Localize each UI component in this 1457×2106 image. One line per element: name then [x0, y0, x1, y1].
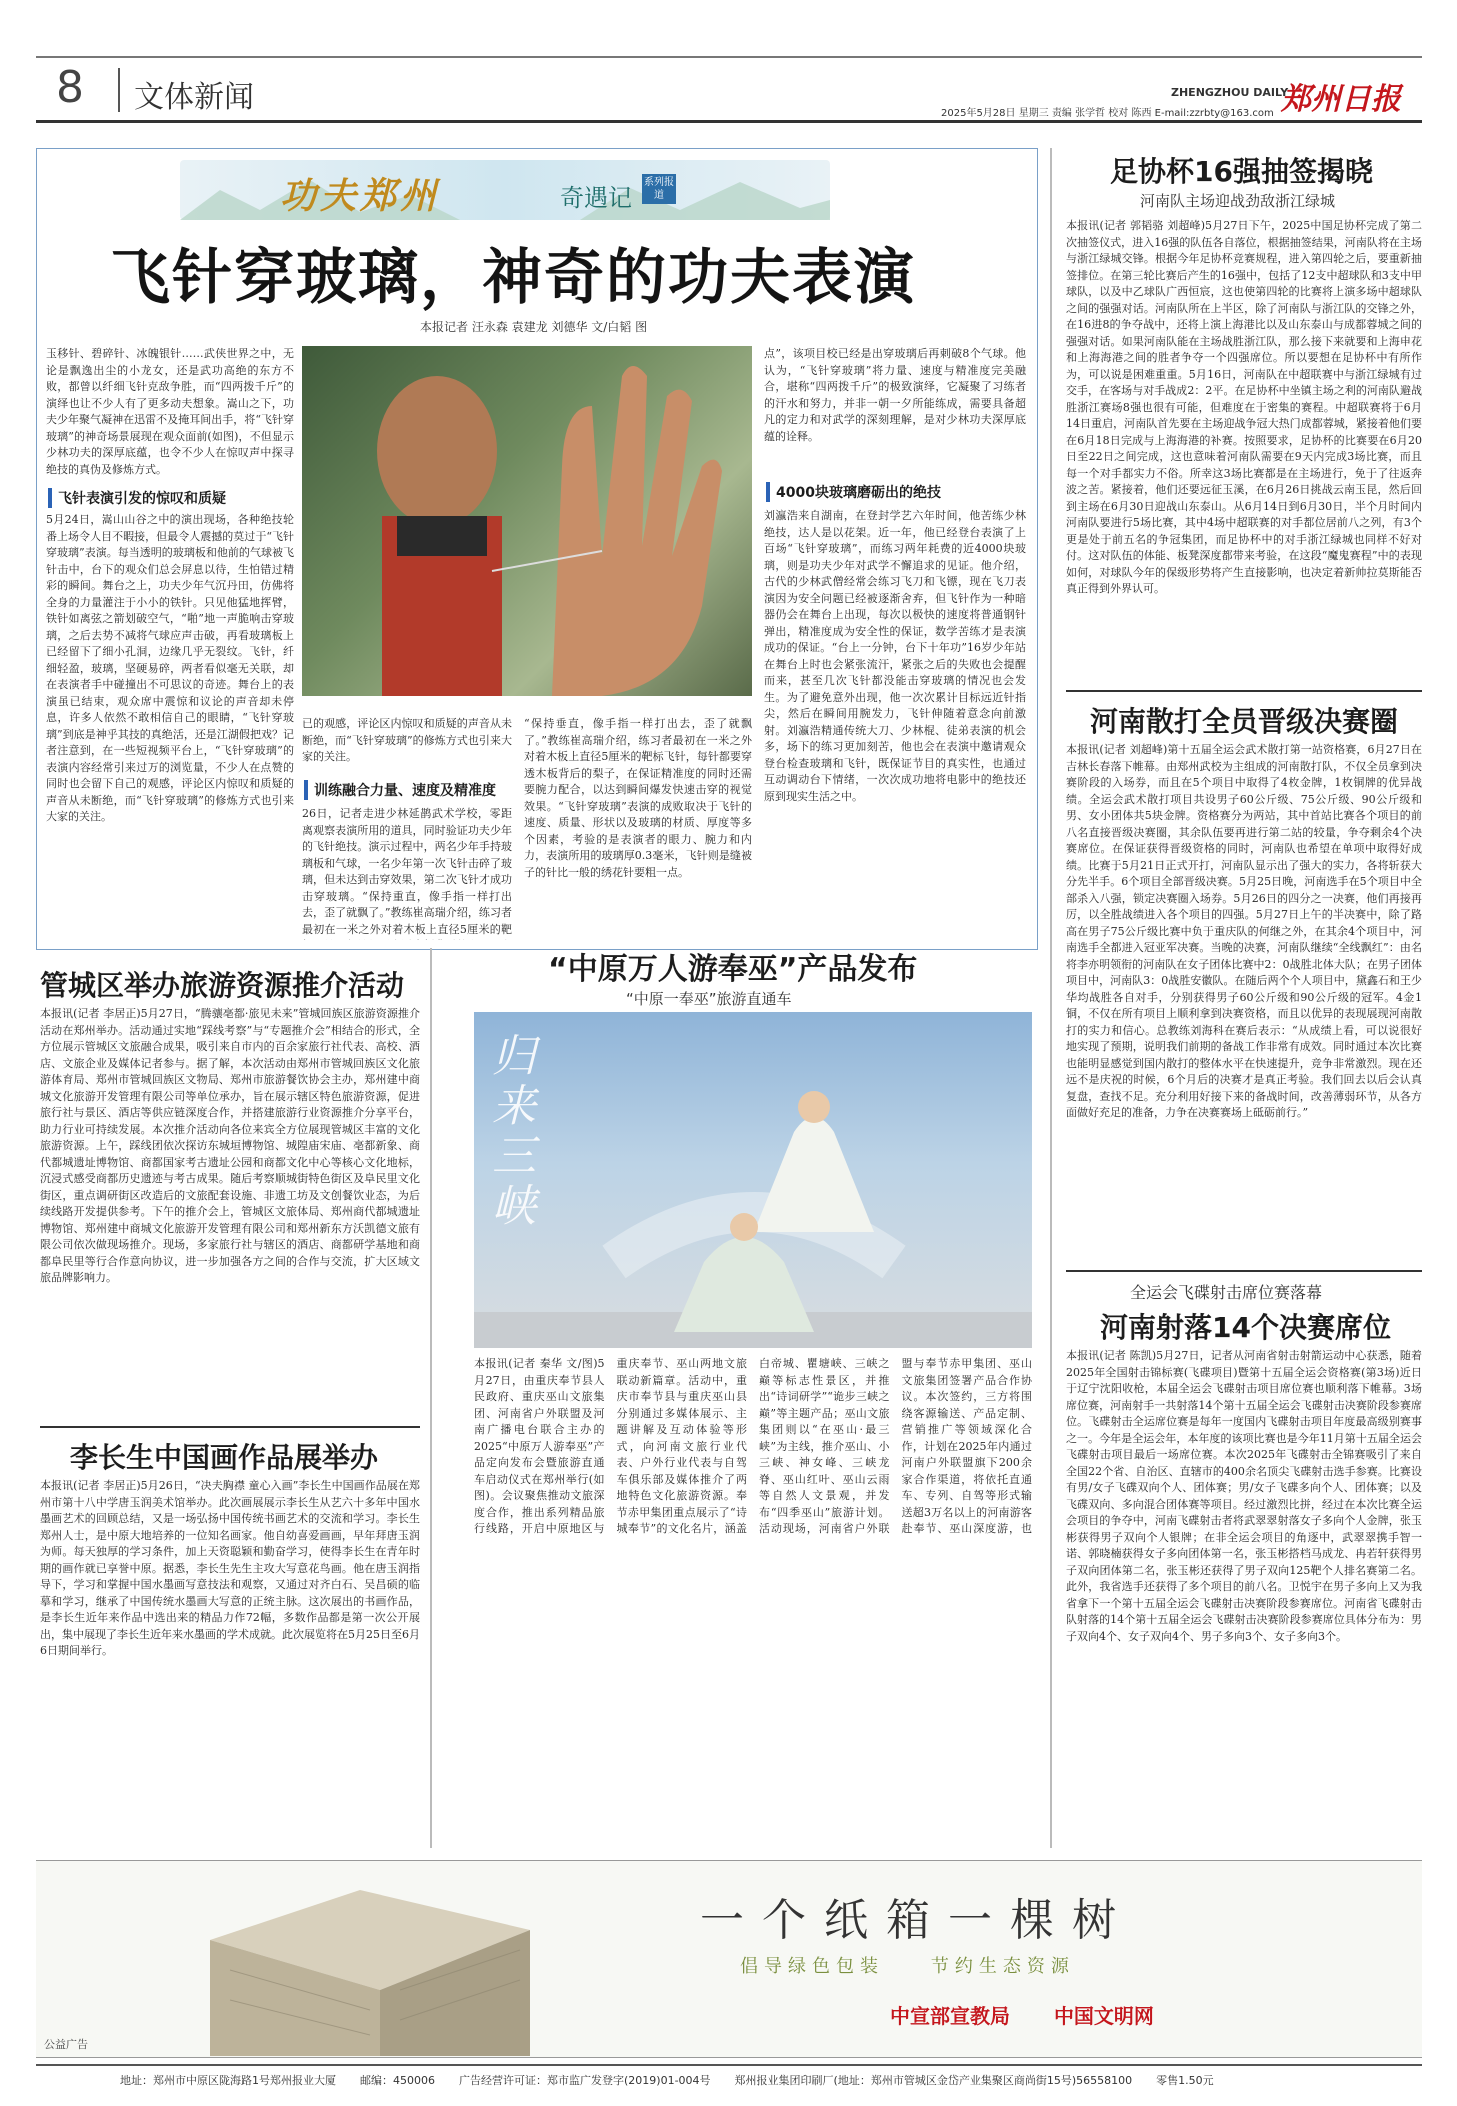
- product-subhead: “中原一奉巫”旅游直通车: [626, 990, 792, 1008]
- shooting-text: 本报讯(记者 陈凯)5月27日，记者从河南省射击射箭运动中心获悉，随着2025年全国射击锦标赛(飞碟项目)暨第十五届全运会资格赛(第3场)近日于辽宁沈阳收枪，本届全运会飞碟射击项目席位赛也顺利落下帷幕。3场席位赛，河南射手一共射落14个第十五届全运会飞碟射击决赛阶段参赛席位。飞碟射击全运席位赛是每年一度国内飞碟射击项目年度最高级别赛事之一。今年是全运会年，本年度的该项比赛也是今年11月第十五届全运会飞碟射击项目最后一场席位赛。本次2025年飞碟射击全锦赛吸引了来自全国22个省、自治区、直辖市的400余名顶尖飞碟射击选手参赛。比赛设有男/女子飞碟双向个人、团体赛；男/女子飞碟多向个人、团体赛；以及飞碟双向、多向混合团体赛等项目。经过激烈比拼，经过在本次比赛全运会项目的争夺中，河南飞碟射击者将武翠翠射落女子多向个人金牌，张玉彬获得男子双向个人银牌；在非全运会项目的角逐中，武翠翠携手智一诺、郭晓楠获得女子多向团体第一名，张玉彬搭档马成龙、冉若轩获得男子双向团体第二名，张玉彬还获得了男子双向125靶个人排名赛第二名。此外，我省选手还获得了多个项目的前八名。卫悦宇在男子多向上又为我省拿下一个第十五届全运会飞碟射击决赛阶段参赛席位。河南省飞碟射击队射落的14个第十五届全运会飞碟射击决赛阶段参赛席位具体分布为：男子双向4个、女子双向4个、男子多向3个、女子多向3个。: [1066, 1349, 1422, 1643]
- kungfu-performer-illustration: [302, 346, 752, 696]
- football-subhead: 河南队主场迎战劲敌浙江绿城: [1140, 192, 1336, 210]
- paper-name-cn: 郑州日报: [1281, 82, 1401, 117]
- photo-calligraphy: 归来三峡: [492, 1031, 536, 1232]
- feature-section-2-text: 26日，记者走进少林延鹊武术学校，零距离观察表演所用的道具，同时验证功夫少年的飞针绝技。演示过程中，两名少年手持玻璃板和气球，一名少年第一次飞针击碎了玻璃，但未达到击穿效果，第二次飞针才成功击穿玻璃。“保持重直，像手指一样打出去，歪了就飘了。”教练崔高瑞介绍，练习者最初在一米之外对着木板上直径5厘米的靶: [302, 807, 512, 936]
- painting-headline: 李长生中国画作品展举办: [70, 1441, 379, 1474]
- section-title: 文体新闻: [134, 80, 254, 115]
- feature-section-3-title: 4000块玻璃磨砺出的绝技: [766, 482, 1032, 502]
- feature-photo: [302, 346, 752, 696]
- feature-section-1-title: 飞针表演引发的惊叹和质疑: [48, 488, 302, 508]
- sanda-text: 本报讯(记者 刘超峰)第十五届全运会武术散打第一站资格赛，6月27日在吉林长春落下帷幕。由郑州武校为主组成的河南散打队，不仅全员拿到决赛阶段的入场券，而且在5个项目中取得了4枚金牌，1枚铜牌的优异战绩。全运会武术散打项目共设男子60公斤级、75公斤级、90公斤级和男、女小团体共5块金牌。资格赛分为两站，其中首站比赛各个项目的前八名直接晋级决赛圈，其余队伍要再进行第二站的较量，争夺剩余4个决赛席位。在保证获得晋级资格的同时，河南队也希望在单项中取得好成绩。比赛于5月21日正式开打，河南队显示出了强大的实力，各将斩获大分先半手。6个项目全部晋级决赛。5月25日晚，河南选手在5个项目中全部杀入八强，锁定决赛圈入场券。5月26日的四分之一决赛，他们再接再厉，以全胜战绩进入各个项目的四强。5月27日上午的半决赛中，除了路高在男子75公斤级比赛中负于重庆队的何继之外，在其余4个项目中，河南选手全都进入冠亚军决赛。当晚的决赛，河南队继续“全线飘红”：由名将李亦明领衔的河南队在女子团体比赛中2：0战胜北体大队；在男子团体项目中，河南队3：0战胜安徽队。在随后两个个人项目中，黛鑫石和王少华均战胜各自对手，分别获得男子60公斤级和90公斤级的冠军。4金1铜，不仅在所有项目上顺利拿到决赛资格，而且以优异的表现展现河南散打的实力和信心。总教练刘海科在赛后表示：“从成绩上看，可以说很好地实现了预期，说明我们前期的备战工作非常有成效。同时通过本次比赛也能明显感觉到国内散打的整体水平在快速提升，竞争非常激烈。现在还远不是庆祝的时候，6个月后的决赛才是真正考验。我们回去以后会认真复盘，查找不足。充分利用好接下来的备战时间，改善薄弱环节，从各方面做好充足的准备，力争在决赛赛场上砥砺前行。”: [1066, 743, 1422, 1119]
- page-number: 8: [56, 62, 84, 113]
- paper-name-en: ZHENGZHOU DAILY: [1171, 86, 1289, 99]
- feature-banner: [180, 160, 830, 220]
- painting-text: 本报讯(记者 李居正)5月26日，“决夫胸襟 童心入画”李长生中国画作品展在郑州市第十八中学唐玉润美术馆举办。此次画展展示李长生从艺六十多年中国水墨画艺术的回顾总结，又是一场弘扬中国传统书画艺术的交流和学习。李长生郑州人士，是中原大地培养的一位知名画家。他自幼喜爱画画，早年拜唐玉润为师。每天独厚的学习条件，加上天资聪颖和勤奋学习，使得李长生在青年时期的画作就已享誉中原。据悉，李长生先生主攻大写意花鸟画。他在唐玉润指导下，学习和掌握中国水墨画写意技法和观察，又通过对齐白石、吴昌硕的临摹和学习，继承了中国传统水墨画大写意的正统主脉。这次展出的书画作品，是李长生近年来作品中选出来的精品力作72幅，多数作品都是第一次公开展出，集中展现了李长生近年来水墨画的学术成就。此次展览将在5月25日至6月6日期间举行。: [40, 1479, 420, 1657]
- sponsor-1: 中宣部宣教局: [890, 2004, 1010, 2028]
- product-headline: “中原万人游奉巫”产品发布: [548, 952, 918, 987]
- feature-byline: 本报记者 汪永森 袁建龙 刘德华 文/白韬 图: [420, 320, 648, 334]
- sponsor-2: 中国文明网: [1053, 2004, 1154, 2028]
- mountain-decoration: [180, 160, 830, 220]
- feature-section-3-text: 刘瀛浩来自湖南，在登封学艺六年时间，他苦练少林绝技，达人是以花架。近一年，他已经登台表演了上百场“飞针穿玻璃”，而练习两年耗费的近4000块玻璃，则是功夫少年对武学不懈追求的见证。他介绍，古代的少林武僧经常会练习飞刀和飞镖，现在飞刀表演因为安全问题已经被逐渐舍弃，但飞针作为一种暗器仍会在舞台上出现，每次以极快的速度将普通钢针弹出，精准度成为安全性的保证，数学苦练才是表演成功的保证。“台上一分钟，台下十年功”16岁少年站在舞台上时也会紧张流汗，紧张之后的失败也会提醒而来，甚至几次飞针都没能击穿玻璃的情况也会发生。为了避免意外出现，他一次次累计目标远近针指尖，然后在瞬间用腕发力，飞针伸随着意念向前激射。刘瀛浩精通传统大刀、少林棍、徒弟表演的机会多，场下的练习更加刻苦，他也会在表演中邀请观众登台检查玻璃和飞针，既保证节目的真实性，也通过互动调动台下情绪，一次次成功地将电影中的绝技还原到现实生活之中。: [764, 509, 1026, 803]
- feature-section-1-text: 5月24日，嵩山山谷之中的演出现场，各种绝技轮番上场令人目不暇接，但最令人震撼的莫过于“飞针穿玻璃”表演。每当透明的玻璃板和他前的气球被飞针击中，台下的观众们总会屏息以待，生怕错过精彩的瞬间。舞台之上，功夫少年气沉丹田，仿佛将全身的力量灌注于小小的铁针。只见他猛地挥臂，铁针如离弦之箭划破空气，“啪”地一声脆响击穿玻璃，之后去势不减将气球应声击破，再看玻璃板上已经留下了细小孔洞，边缘几乎无裂纹。飞针，纤细轻盈，玻璃，坚硬易碎，两者看似毫无关联，却在表演者手中碰撞出不可思议的奇迹。舞台上的表演虽已结束，观众席中震惊和议论的声音却未停息，许多人依然不敢相信自己的眼睛，“飞针穿玻璃”到底是神乎其技的真绝活，还是江湖假把戏？记者注意到，在一些短视频平台上，“飞针穿玻璃”的表演内容经常引来过万的浏览量，不少人在点赞的同时也会留下自己的观感，评论区内惊叹和质疑的声音从未断绝，而“飞针穿玻璃”的修炼方式也引来大家的关注。: [46, 513, 294, 823]
- feature-headline: 飞针穿玻璃，神奇的功夫表演: [110, 243, 916, 313]
- masthead: [36, 50, 1422, 130]
- banner-title: 功夫郑州: [280, 175, 441, 217]
- football-headline: 足协杯16强抽签揭晓: [1110, 155, 1373, 188]
- sanda-headline: 河南散打全员晋级决赛圈: [1090, 705, 1399, 738]
- footer-postcode: 邮编：450006: [360, 2074, 435, 2087]
- tourism-text: 本报讯(记者 李居正)5月27日，“腾骧亳都·旅见未来”管城回族区旅游资源推介活动在郑州举办。活动通过实地“踩线考察”与“专题推介会”相结合的形式，全方位展示管城区文旅融合成果，吸引来自市内的百余家旅行社代表、高校、酒店、文旅企业及媒体记者参与。据了解，本次活动由郑州市管城回族区文化旅游体育局、郑州市管城回族区文物局、郑州市旅游餐饮协会主办，郑州建中商城文化旅游开发管理有限公司等单位承办，旨在展示辖区特色旅游资源，促进旅行社与景区、酒店等供应链深度合作，并搭建旅游行业资源推介分享平台，助力行业可持续发展。本次推介活动向各位来宾全方位展现管城区丰富的文化旅游资源。上午，踩线团依次探访东城垣博物馆、城隍庙宋庙、亳都新象、商代都城遗址博物馆、商都国家考古遗址公园和商都文化中心等核心文化地标，沉浸式感受商都历史遗迹与考古成果。随后考察顺城街特色街区及阜民里文化街区，重点调研街区改造后的文旅配套设施、非遗工坊及文创餐饮业态，为后续线路开发提供参考。下午的推介会上，管城区文旅体局、郑州商代都城遗址博物馆、郑州建中商城文化旅游开发管理有限公司和郑州新东方沃凯德文旅有限公司依次做现场推介。现场，多家旅行社与辖区的酒店、商都研学基地和商都阜民里等行合作意向协议，进一步加强各方之间的合作与交流，扩大区域文旅品牌影响力。: [40, 1007, 420, 1284]
- product-photo: [474, 1012, 1032, 1348]
- shooting-headline: 河南射落14个决赛席位: [1100, 1311, 1391, 1344]
- footer-address: 地址：郑州市中原区陇海路1号郑州报业大厦: [120, 2074, 336, 2087]
- ad-sponsors: [890, 2000, 1154, 2029]
- football-text: 本报讯(记者 郭韬骆 刘超峰)5月27日下午，2025中国足协杯完成了第二次抽签仪式，进入16强的队伍各自落位，根据抽签结果，河南队将在主场与浙江绿城交锋。根据今年足协杯竞赛规程，进入第四轮之后，要重新抽签排位。在第三轮比赛后产生的16强中，包括了12支中超球队和3支中甲球队，以及中乙球队广西恒宸，这也使第四轮的比赛将上演多场中超球队之间的强强对话。河南队所在上半区，除了河南队与浙江队的交锋之外，在16进8的争夺战中，还将上演上海港比以及山东泰山与成都蓉城之间的强强对话。如果河南队能在主场战胜浙江队，那么接下来就要和上海申花和上海海港之间的胜者争夺一个四强席位。所以要想在足协杯中有所作为，可以说是困难重重。5月16日，河南队在中超联赛中与浙江绿城有过交手，在客场与对手战成2：2平。在足协杯中坐镇主场之利的河南队避战胜浙江赛场8强也很有可能，但难度在于密集的赛程。中超联赛将于6月14日重启，河南队首先要在主场迎战争冠大热门成都蓉城，紧接着他们要在6月18日完成与上海海港的补赛。按照要求，足协杯的比赛要在6月20日至22日之间完成，这也意味着河南队需要在9天内完成3场比赛，而且每一个对手都实力不俗。所幸这3场比赛都是在主场进行，免于了往返奔波之苦。紧接着，他们还要远征玉溪，在6月26日挑战云南玉昆，然后回到主场在6月30日迎战山东泰山。从6月14日到6月30日，半个月时间内河南队要进行5场比赛，其中4场中超联赛的对手都位居前八之列，有3个更是处于前五名的争冠集团，而足协杯中的对手浙江绿城也同样不好对付。这对队伍的体能、板凳深度都带来考验，在这段“魔鬼赛程”中的表现如何，对球队今年的保级形势将产生直接影响，也决定着新帅拉莫斯能否真正得到外界认可。: [1066, 219, 1422, 595]
- ad-slogan: 一 个 纸 箱 一 棵 树: [700, 1895, 1116, 1946]
- banner-subtitle: 奇遇记: [560, 184, 632, 212]
- product-text: 本报讯(记者 秦华 文/图)5月27日，由重庆奉节县人民政府、重庆巫山文旅集团、河南省户外联盟及河南广播电台联合主办的2025“中原万人游奉巫”产品定向发布会暨旅游直通车启动仪式在郑州举行(如图)。会议聚焦推动文旅深度合作，推出系列精品旅行线路，开启中原地区与重庆奉节、巫山两地文旅联动新篇章。活动中，重庆市奉节县与重庆巫山县分别通过多媒体展示、主题讲解及互动体验等形式，向河南文旅行业代表、户外行业代表与自驾车俱乐部及媒体推介了两地特色文化旅游资源。奉节赤甲集团重点展示了“诗城奉节”的文化名片，涵盖白帝城、瞿塘峡、三峡之巅等标志性景区，并推出“诗词研学”“诡步三峡之巅”等主题产品；巫山文旅集团则以“在巫山·最三峡”为主线，推介巫山、小三峡、神女峰、三峡龙脊、巫山红叶、巫山云雨等自然人文景观，并发布“四季巫山”旅游计划。活动现场，河南省户外联盟与奉节赤甲集团、巫山文旅集团签署产品合作协议。本次签约，三方将围绕客源输送、产品定制、营销推广等领域深化合作，计划在2025年内通过河南户外联盟旗下200余家合作渠道，将依托直通车、专列、自驾等形式输送超3万名以上的河南游客赴奉节、巫山深度游，也: [474, 1357, 1032, 1535]
- ad-label: 公益广告: [44, 2038, 88, 2051]
- feature-section-1-cont: 已的观感，评论区内惊叹和质疑的声音从未断绝，而“飞针穿玻璃”的修炼方式也引来大家的关注。: [302, 717, 512, 763]
- banner-tag: 系列报道: [642, 174, 676, 204]
- footer-license: 广告经营许可证：郑市监广发登字(2019)01-004号: [459, 2074, 711, 2087]
- ad-tagline: 倡导绿色包装 节约生态资源: [740, 1956, 1075, 1977]
- feature-section-2-title: 训练融合力量、速度及精准度: [304, 780, 520, 800]
- feature-section-2-cont: “保持垂直，像手指一样打出去，歪了就飘了。”教练崔高瑞介绍，练习者最初在一米之外对着木板上直径5厘米的靶标飞针，每针都要穿透木板背后的梨子，在保证精准度的同时还需要腕力配合，以达到瞬间爆发快速击穿的视觉效果。“飞针穿玻璃”表演的成败取决于飞针的速度、质量、形状以及玻璃的材质、厚度等多个因素，考验的是表演者的眼力、腕力和内力，表演所用的玻璃厚0.3毫米，飞针则是缝被子的针比一般的绣花针要粗一点。: [524, 717, 752, 879]
- feature-col-right-top: 点”，该项目校已经是出穿玻璃后再刺破8个气球。他认为，“飞针穿玻璃”将力量、速度与精准度完美融合，堪称“四两拨千斤”的极致演绎，它凝聚了习练者的汗水和努力，并非一朝一夕所能练成，需要具备超凡的定力和对武学的深刻理解，是对少林功夫深厚底蕴的诠释。: [764, 347, 1026, 443]
- shooting-kicker: 全运会飞碟射击席位赛落幕: [1130, 1283, 1323, 1302]
- footer-price: 零售1.50元: [1156, 2074, 1214, 2087]
- stage-dance-illustration: [474, 1012, 1032, 1348]
- ad-box-graphic: [150, 1860, 570, 2056]
- tourism-headline: 管城区举办旅游资源推介活动: [40, 969, 405, 1002]
- feature-intro: 玉移针、碧碎针、冰魄银针……武侠世界之中，无论是飘逸出尘的小龙女，还是武功高绝的东方不败，都曾以纤细飞针克敌争胜，而“四两拨千斤”的演绎也让不少人有了更多动夫想象。嵩山之下，功夫少年聚气凝神在迅雷不及掩耳间出手，将“飞针穿玻璃”的神奇场景展现在观众面前(如图)，不但显示少林功夫的深厚底蕴，也令不少人在惊叹声中探寻绝技的真伪及修炼方式。: [46, 347, 294, 476]
- footer-printer: 郑州报业集团印刷厂(地址：郑州市管城区金岱产业集聚区商尚街15号)56558100: [734, 2074, 1133, 2087]
- date-line: 2025年5月28日 星期三 责编 张学哲 校对 陈西 E-mail:zzrbty@163.com: [941, 108, 1274, 119]
- wooden-box-icon: [150, 1860, 570, 2056]
- banner-mountains: [180, 160, 830, 220]
- footer: [120, 2072, 1214, 2088]
